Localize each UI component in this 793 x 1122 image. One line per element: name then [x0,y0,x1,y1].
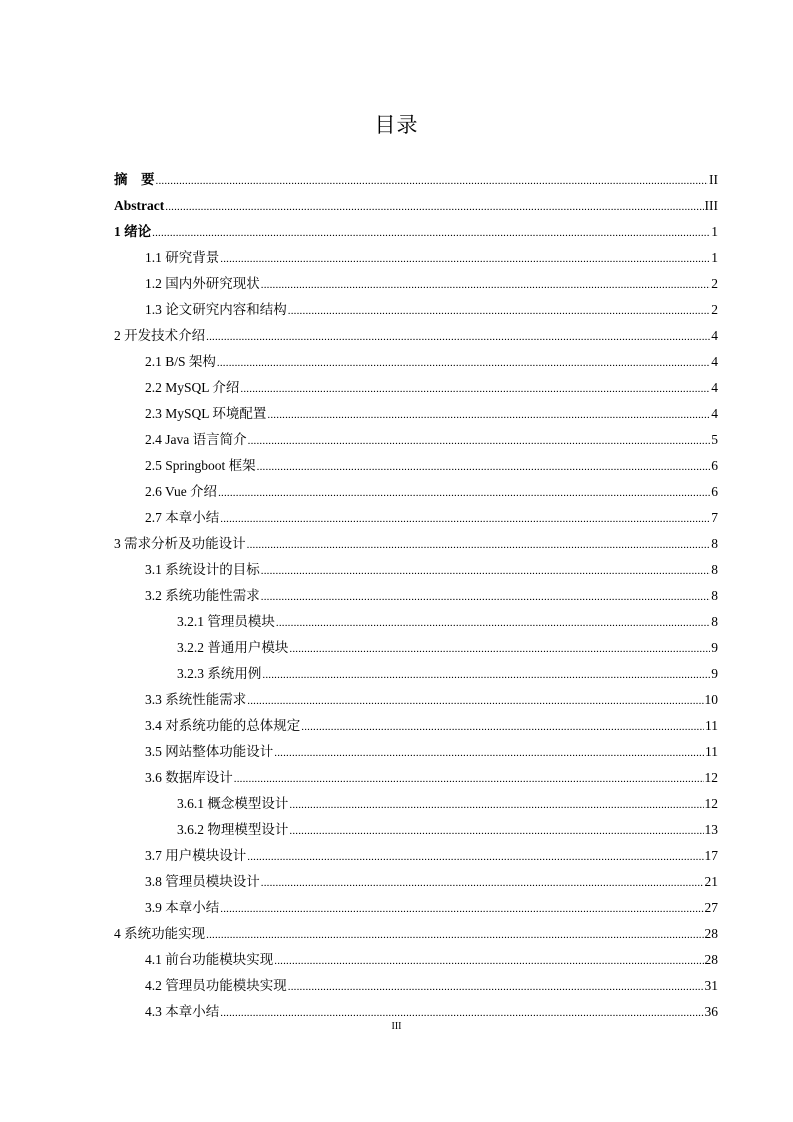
toc-entry-label: 3.8 管理员模块设计 [145,874,260,889]
toc-dot-leader [218,480,710,506]
toc-entry[interactable] [114,349,718,375]
toc-dot-leader [261,870,704,896]
toc-entry-label: 3.2.2 普通用户模块 [177,640,289,655]
toc-entry[interactable] [114,895,718,921]
toc-entry-label: 3.3 系统性能需求 [145,692,247,707]
toc-entry-label: 3.2.3 系统用例 [177,666,262,681]
toc-entry-label: 2 开发技术介绍 [114,328,206,343]
toc-dot-leader [220,896,703,922]
toc-dot-leader [261,272,711,298]
toc-entry-label: 3.5 网站整体功能设计 [145,744,274,759]
toc-entry-page-number: 2 [711,276,718,291]
toc-dot-leader [276,610,710,636]
toc-entry-page-number: 11 [705,718,718,733]
toc-dot-leader [289,636,710,662]
toc-entry-label: 2.3 MySQL 环境配置 [145,406,267,421]
toc-dot-leader [152,220,710,246]
toc-entry[interactable] [114,557,718,583]
toc-dot-leader [156,168,709,194]
toc-entry-label: 3.9 本章小结 [145,900,220,915]
toc-entry-page-number: 1 [711,250,718,265]
toc-entry-page-number: 28 [704,926,718,941]
toc-dot-leader [248,428,711,454]
toc-dot-leader [247,844,703,870]
toc-entry[interactable] [114,453,718,479]
toc-dot-leader [257,454,711,480]
toc-entry-label: 3.2.1 管理员模块 [177,614,275,629]
toc-entry-label: 2.1 B/S 架构 [145,354,216,369]
toc-entry-label: 2.2 MySQL 介绍 [145,380,240,395]
toc-entry-page-number: 4 [711,406,718,421]
toc-dot-leader [288,974,704,1000]
toc-entry-page-number: 6 [711,484,718,499]
toc-entry[interactable] [114,531,718,557]
toc-entry-label: 3.2 系统功能性需求 [145,588,260,603]
toc-entry-page-number: 10 [704,692,718,707]
toc-entry-label: 2.6 Vue 介绍 [145,484,218,499]
toc-entry[interactable] [114,245,718,271]
toc-dot-leader [301,714,704,740]
toc-entry-label: 1.1 研究背景 [145,250,220,265]
toc-entry-label: 3.6.1 概念模型设计 [177,796,289,811]
toc-dot-leader [261,558,711,584]
toc-entry-label: Abstract [114,198,165,213]
toc-entry-label: 3 需求分析及功能设计 [114,536,246,551]
toc-entry[interactable] [114,193,718,219]
toc-entry-page-number: 5 [711,432,718,447]
toc-entry[interactable] [114,479,718,505]
toc-entry-page-number: 13 [704,822,718,837]
toc-entry[interactable] [114,297,718,323]
toc-entry-label: 4.1 前台功能模块实现 [145,952,274,967]
toc-entry-label: 3.4 对系统功能的总体规定 [145,718,301,733]
toc-dot-leader [288,298,711,324]
toc-dot-leader [165,194,703,220]
toc-entry[interactable] [114,401,718,427]
toc-entry-page-number: 8 [711,588,718,603]
toc-entry-label: 1.3 论文研究内容和结构 [145,302,287,317]
toc-entry[interactable] [114,843,718,869]
toc-entry-page-number: 8 [711,536,718,551]
toc-entry[interactable] [114,609,718,635]
toc-entry[interactable] [114,219,718,245]
toc-entry-page-number: 1 [711,224,718,239]
toc-dot-leader [206,324,710,350]
toc-entry-page-number: 4 [711,354,718,369]
toc-dot-leader [289,792,703,818]
toc-dot-leader [261,584,711,610]
toc-entry-page-number: 9 [711,666,718,681]
toc-entry[interactable] [114,583,718,609]
toc-entry-label: 4.2 管理员功能模块实现 [145,978,287,993]
toc-entry[interactable] [114,271,718,297]
toc-entry[interactable] [114,687,718,713]
toc-entry[interactable] [114,427,718,453]
toc-entry-label: 1 绪论 [114,224,152,239]
toc-entry-label: 2.4 Java 语言简介 [145,432,247,447]
toc-entry[interactable] [114,869,718,895]
toc-entry-label: 1.2 国内外研究现状 [145,276,260,291]
table-of-contents [114,167,718,1025]
toc-entry-page-number: 2 [711,302,718,317]
toc-entry-page-number: 6 [711,458,718,473]
toc-entry[interactable] [114,167,718,193]
toc-entry-label: 摘 要 [114,172,155,187]
toc-entry-label: 2.5 Springboot 框架 [145,458,256,473]
toc-entry-page-number: II [709,172,718,187]
toc-entry[interactable] [114,791,718,817]
toc-dot-leader [220,246,710,272]
toc-entry[interactable] [114,661,718,687]
toc-entry-page-number: 4 [711,328,718,343]
toc-entry-page-number: 36 [704,1004,718,1019]
toc-dot-leader [240,376,710,402]
toc-entry[interactable] [114,947,718,973]
toc-dot-leader [274,740,704,766]
toc-dot-leader [234,766,704,792]
toc-entry[interactable] [114,739,718,765]
toc-dot-leader [262,662,710,688]
toc-entry-page-number: 21 [704,874,718,889]
toc-entry-page-number: 28 [704,952,718,967]
toc-entry-page-number: III [704,198,718,213]
toc-entry-page-number: 12 [704,770,718,785]
toc-dot-leader [274,948,703,974]
toc-entry[interactable] [114,973,718,999]
toc-entry[interactable] [114,817,718,843]
toc-entry-page-number: 8 [711,614,718,629]
toc-entry[interactable] [114,713,718,739]
toc-entry-label: 3.7 用户模块设计 [145,848,247,863]
toc-entry[interactable] [114,635,718,661]
toc-entry-page-number: 7 [711,510,718,525]
toc-dot-leader [206,922,703,948]
toc-entry-page-number: 17 [704,848,718,863]
toc-entry-page-number: 27 [704,900,718,915]
toc-entry[interactable] [114,375,718,401]
toc-entry-page-number: 12 [704,796,718,811]
toc-entry-label: 3.6 数据库设计 [145,770,233,785]
toc-entry-label: 3.1 系统设计的目标 [145,562,260,577]
toc-dot-leader [217,350,710,376]
toc-entry[interactable] [114,765,718,791]
toc-entry[interactable] [114,323,718,349]
toc-title: 目录 [374,113,419,137]
toc-dot-leader [289,818,703,844]
toc-dot-leader [247,688,703,714]
toc-entry-page-number: 31 [704,978,718,993]
toc-entry-label: 3.6.2 物理模型设计 [177,822,289,837]
toc-entry-page-number: 9 [711,640,718,655]
toc-dot-leader [247,532,711,558]
toc-entry-label: 4.3 本章小结 [145,1004,220,1019]
toc-entry-label: 4 系统功能实现 [114,926,206,941]
toc-entry-page-number: 11 [705,744,718,759]
toc-entry-page-number: 4 [711,380,718,395]
toc-entry[interactable] [114,505,718,531]
toc-entry-label: 2.7 本章小结 [145,510,220,525]
toc-entry[interactable] [114,921,718,947]
toc-dot-leader [220,506,710,532]
toc-entry-page-number: 8 [711,562,718,577]
toc-dot-leader [267,402,710,428]
footer-page-number: III [391,1021,402,1032]
